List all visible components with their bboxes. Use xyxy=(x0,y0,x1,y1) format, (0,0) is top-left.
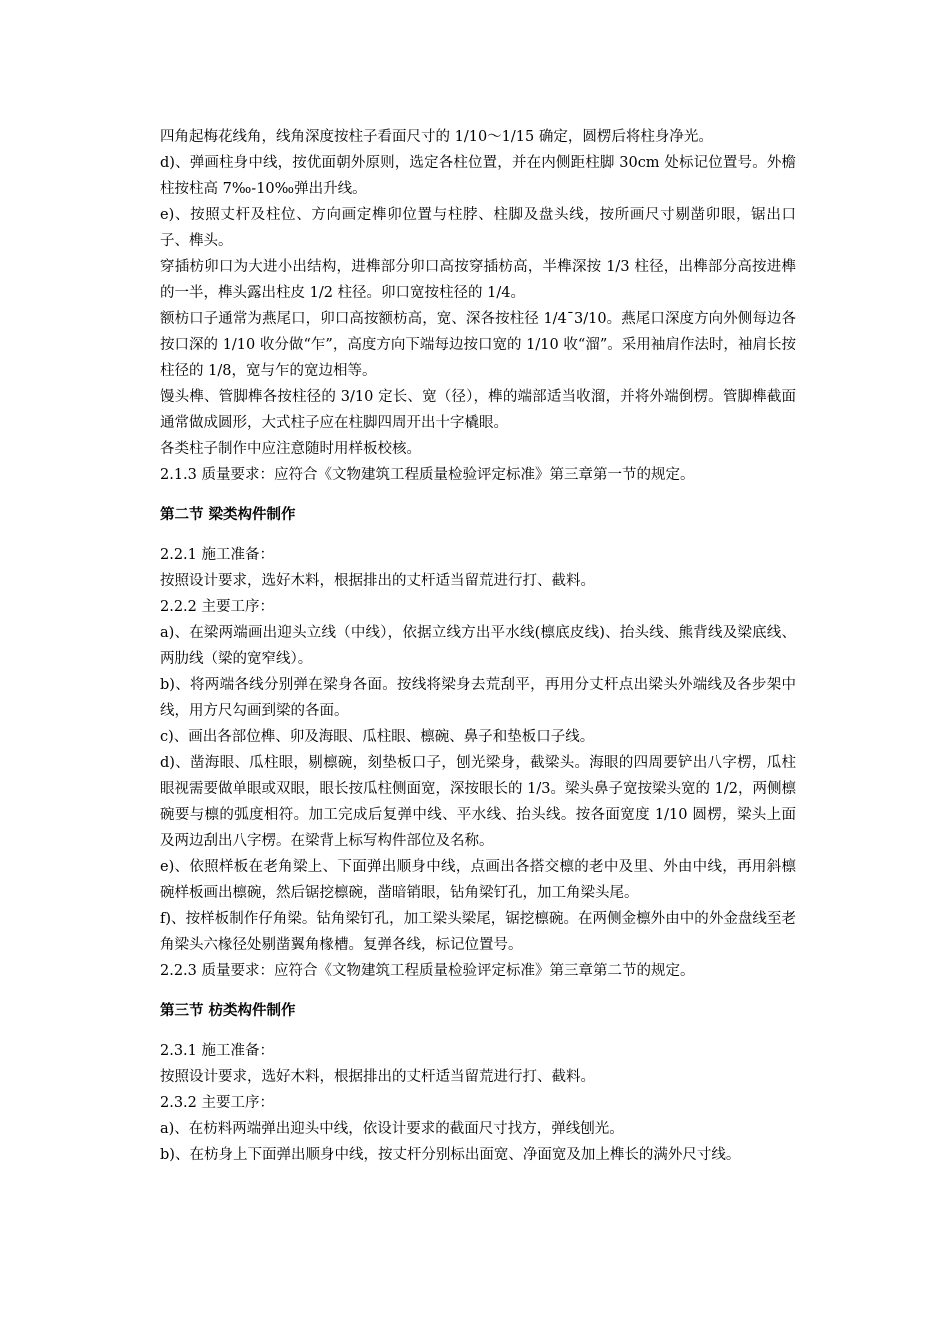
section-title: 第三节 枋类构件制作 xyxy=(160,1003,296,1019)
paragraph: d)、弹画柱身中线，按优面朝外原则，选定各柱位置，并在内侧距柱脚 30cm 处标记位置号。外檐柱按柱高 7‰-10‰弹出升线。 xyxy=(160,155,796,197)
paragraph: 2.2.3 质量要求：应符合《文物建筑工程质量检验评定标准》第三章第二节的规定。 xyxy=(160,963,695,979)
paragraph: a)、在枋料两端弹出迎头中线，依设计要求的截面尺寸找方，弹线刨光。 xyxy=(160,1121,624,1137)
paragraph: 2.3.1 施工准备： xyxy=(160,1043,275,1059)
paragraph: 2.2.1 施工准备： xyxy=(160,547,275,563)
paragraph: 2.3.2 主要工序： xyxy=(160,1095,275,1111)
paragraph: 额枋口子通常为燕尾口，卯口高按额枋高，宽、深各按柱径 1/4¯3/10。燕尾口深度方向外侧每边各按口深的 1/10 收分做“乍”，高度方向下端每边按口宽的 1/10 收“溜”。采用袖肩作法时，袖肩长按柱径的 1/8，宽与乍的宽边相等。 xyxy=(160,311,796,379)
paragraph: d)、凿海眼、瓜柱眼，剔檩碗，刻垫板口子，刨光梁身，截梁头。海眼的四周要铲出八字楞，瓜柱眼视需要做单眼或双眼，眼长按瓜柱侧面宽，深按眼长的 1/3。梁头鼻子宽按梁头宽的 1/2，两侧檩碗要与檩的弧度相符。加工完成后复弹中线、平水线、抬头线。按各面宽度 1/10 圆楞，梁头上面及两边刮出八字楞。在梁背上标写构件部位及名称。 xyxy=(160,755,796,849)
paragraph: 四角起梅花线角，线角深度按柱子看面尺寸的 1/10～1/15 确定，圆楞后将柱身净光。 xyxy=(160,129,713,145)
paragraph: e)、按照丈杆及柱位、方向画定榫卯位置与柱脖、柱脚及盘头线，按所画尺寸剔凿卯眼，锯出口子、榫头。 xyxy=(160,207,796,249)
document-page xyxy=(160,124,796,1168)
paragraph: 按照设计要求，选好木料，根据排出的丈杆适当留荒进行打、截料。 xyxy=(160,573,595,589)
paragraph: 2.1.3 质量要求：应符合《文物建筑工程质量检验评定标准》第三章第一节的规定。 xyxy=(160,467,695,483)
paragraph: e)、依照样板在老角梁上、下面弹出顺身中线，点画出各搭交檩的老中及里、外由中线，再用斜檩碗样板画出檩碗，然后锯挖檩碗，凿暗销眼，钻角梁钉孔，加工角梁头尾。 xyxy=(160,859,796,901)
paragraph: 穿插枋卯口为大进小出结构，进榫部分卯口高按穿插枋高，半榫深按 1/3 柱径，出榫部分高按进榫的一半，榫头露出柱皮 1/2 柱径。卯口宽按柱径的 1/4。 xyxy=(160,259,796,301)
paragraph: f)、按样板制作仔角梁。钻角梁钉孔，加工梁头梁尾，锯挖檩碗。在两侧金檩外由中的外金盘线至老角梁头六椽径处剔凿翼角椽槽。复弹各线，标记位置号。 xyxy=(160,911,796,953)
paragraph: b)、将两端各线分别弹在梁身各面。按线将梁身去荒刮平，再用分丈杆点出梁头外端线及各步架中线，用方尺勾画到梁的各面。 xyxy=(160,677,796,719)
paragraph: a)、在梁两端画出迎头立线（中线），依据立线方出平水线(檩底皮线)、抬头线、熊背线及梁底线、两肋线（梁的宽窄线）。 xyxy=(160,625,796,667)
paragraph: 按照设计要求，选好木料，根据排出的丈杆适当留荒进行打、截料。 xyxy=(160,1069,595,1085)
paragraph: 2.2.2 主要工序： xyxy=(160,599,275,615)
paragraph: c)、画出各部位榫、卯及海眼、瓜柱眼、檩碗、鼻子和垫板口子线。 xyxy=(160,729,595,745)
paragraph: 各类柱子制作中应注意随时用样板校核。 xyxy=(160,441,421,457)
paragraph: 馒头榫、管脚榫各按柱径的 3/10 定长、宽（径），榫的端部适当收溜，并将外端倒楞。管脚榫截面通常做成圆形，大式柱子应在柱脚四周开出十字橇眼。 xyxy=(160,389,796,431)
section-title: 第二节 梁类构件制作 xyxy=(160,507,296,523)
paragraph: b)、在枋身上下面弹出顺身中线，按丈杆分别标出面宽、净面宽及加上榫长的满外尺寸线。 xyxy=(160,1147,741,1163)
